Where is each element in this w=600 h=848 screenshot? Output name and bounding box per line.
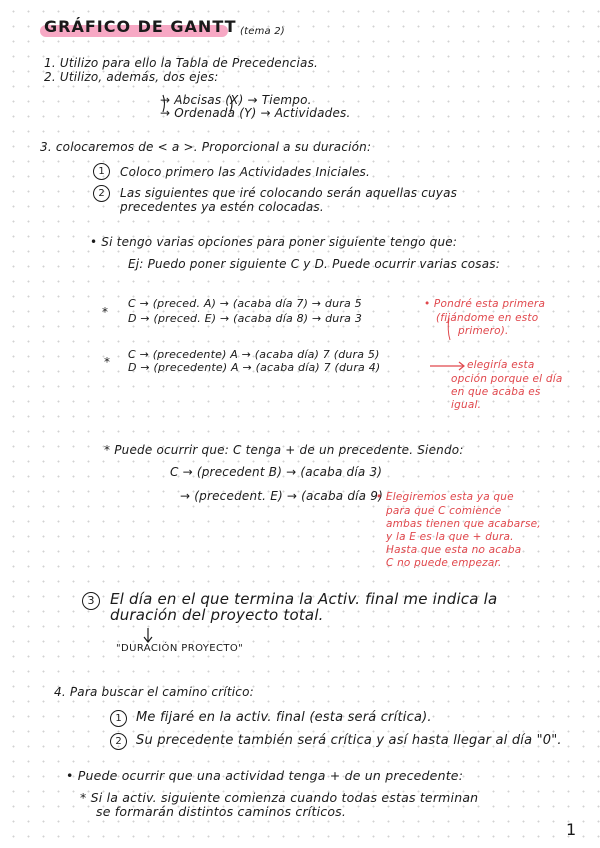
item3-line-1: El día en el que termina la Activ. final me indica la <box>110 590 498 608</box>
options-line-1: • Si tengo varias opciones para poner siguiente tengo que: <box>90 235 458 249</box>
list3-item-2-line1: Las siguientes que iré colocando serán aquellas cuyas <box>120 186 458 200</box>
case1-mark: * <box>102 305 109 319</box>
options-line-2: Ej: Puedo poner siguiente C y D. Puede ocurrir varias cosas: <box>128 257 500 271</box>
item3-line-2: duración del proyecto total. <box>110 606 324 624</box>
case1-note-bracket <box>448 318 450 340</box>
list3-item-1: Coloco primero las Actividades Iniciales. <box>120 165 371 179</box>
case3-note-3: ambas tienen que acabarse, <box>386 518 541 530</box>
case1-row-d: D → (preced. E) → (acaba día 8) → dura 3 <box>128 312 363 325</box>
item3-label: "DURACIÓN PROYECTO" <box>116 643 244 654</box>
case3-note-4: y la E es la que + dura. <box>386 531 514 543</box>
step-2: 2. Utilizo, además, dos ejes: <box>44 70 219 84</box>
case3-note-6: C no puede empezar. <box>386 557 502 569</box>
case3-line-1: * Puede ocurrir que: C tenga + de un precedente. Siendo: <box>104 443 464 457</box>
axis-bracket-right <box>230 96 232 112</box>
case2-row-d: D → (precedente) A → (acaba día) 7 (dura 4) <box>128 361 381 374</box>
case2-note-1: elegiría esta <box>467 359 535 371</box>
case2-row-c: C → (precedente) A → (acaba día) 7 (dura 5) <box>128 348 380 361</box>
step-4: 4. Para buscar el camino crítico: <box>54 685 254 699</box>
case2-note-4: igual. <box>451 399 482 411</box>
case3-note-1: • Elegiremos esta ya que <box>376 491 514 503</box>
case1-note-3: primero). <box>458 325 509 337</box>
list4-item-2: Su precedente también será crítica y así hasta llegar al día "0". <box>136 733 562 748</box>
axis-bracket-left <box>163 95 165 112</box>
final-line-3: se formarán distintos caminos críticos. <box>96 804 347 819</box>
axis-x-row: → Abcisas (X) → Tiempo. <box>160 93 312 107</box>
list4-num-2: 2 <box>110 733 127 750</box>
item3-num: 3 <box>82 592 100 610</box>
case1-note-2: (fijándome en esto <box>436 312 539 324</box>
list3-num-2: 2 <box>93 185 110 202</box>
case3-row-2: → (precedent. E) → (acaba día 9) <box>180 489 383 503</box>
step-3: 3. colocaremos de < a >. Proporcional a su duración: <box>40 140 372 154</box>
case1-row-c: C → (preced. A) → (acaba día 7) → dura 5 <box>128 297 362 310</box>
final-line-1: • Puede ocurrir que una actividad tenga + de un precedente: <box>66 768 464 783</box>
case2-note-2: opción porque el día <box>451 373 563 385</box>
case3-note-2: para que C comience <box>386 505 502 517</box>
list4-num-1: 1 <box>110 710 127 727</box>
list3-item-2-line2: precedentes ya estén colocadas. <box>120 200 324 214</box>
page-subtitle: (tema 2) <box>240 26 285 37</box>
step-1: 1. Utilizo para ello la Tabla de Precedencias. <box>44 56 319 70</box>
case2-note-3: en que acaba es <box>451 386 541 398</box>
list3-num-1: 1 <box>93 163 110 180</box>
case1-note-1: • Pondré esta primera <box>424 298 546 310</box>
case2-mark: * <box>104 355 111 369</box>
case3-row-1: C → (precedent B) → (acaba día 3) <box>170 465 383 479</box>
final-line-2: * Si la activ. siguiente comienza cuando todas estas terminan <box>80 790 479 805</box>
axis-y-row: → Ordenada (Y) → Actividades. <box>160 106 351 120</box>
page-title: GRÁFICO DE GANTT <box>44 17 237 36</box>
page-number: 1 <box>566 820 577 839</box>
list4-item-1: Me fijaré en la activ. final (esta será crítica). <box>136 710 432 725</box>
case3-note-5: Hasta que esta no acaba <box>386 544 522 556</box>
